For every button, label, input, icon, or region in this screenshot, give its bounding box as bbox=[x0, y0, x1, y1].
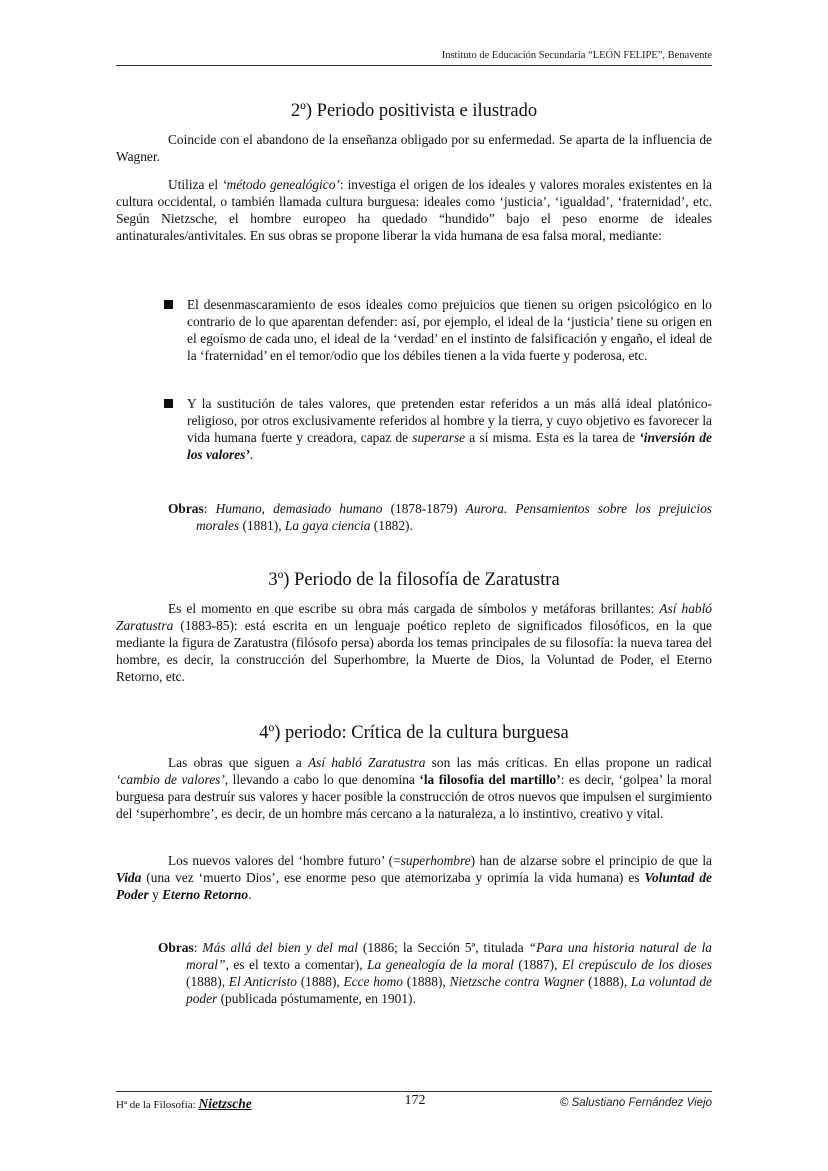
subject-prefix: Hª de la Filosofía: bbox=[116, 1099, 199, 1111]
page-number: 172 bbox=[404, 1093, 426, 1108]
paragraph: Las obras que siguen a Así habló Zaratustra son las más críticas. En ellas propone un radical ‘cambio de valores’, llevando a cabo lo que denomina ‘la filosofía del martillo’: es decir, ‘golpea’ la moral burguesa para destruír sus valores y hacer posible la construcción de otros nuevos que impulsen el surgimiento del ‘superhombre’, es decir, de un hombre más cercano a la naturaleza, a lo instintivo, creativo y vital. bbox=[116, 755, 713, 821]
bullet-item bbox=[164, 296, 712, 364]
bullet-item bbox=[164, 395, 712, 463]
paragraph: Los nuevos valores del ‘hombre futuro’ (=superhombre) han de alzarse sobre el principio de que la Vida (una vez ‘muerto Dios’, ese enorme peso que atemorizaba y oprimía la vida humana) es Voluntad de Poder y Eterno Retorno. bbox=[116, 853, 713, 902]
bullet-text: El desenmascaramiento de esos ideales como prejuicios que tienen su origen psicológico en lo contrario de lo que aparentan defender: así, por ejemplo, el ideal de la ‘justicia’ tiene su origen en el egoísmo de cada uno, el ideal de la ‘verdad’ en el instinto de falsificación y engaño, el ideal de la ‘fraternidad’ en el temor/odio que los débiles tienen a la vida fuerte y poderosa, etc. bbox=[187, 297, 712, 363]
copyright: © Salustiano Fernández Viejo bbox=[559, 1097, 712, 1109]
section-title-3: 3º) Periodo de la filosofía de Zaratustra bbox=[268, 570, 560, 590]
bullet-text: Y la sustitución de tales valores, que pretenden estar referidos a un más allá ideal platónico-religioso, por otros exclusivamente referidos al hombre y la tierra, y cuyo objetivo es favorecer la vida humana fuerte y creadora, capaz de superarse a sí misma. Esta es la tarea de ‘inversión de los valores’. bbox=[187, 396, 712, 462]
square-bullet-icon bbox=[164, 399, 173, 408]
paragraph: Utiliza el ‘método genealógico’: investiga el origen de los ideales y valores morales existentes en la cultura occidental, o también llamada cultura burguesa: ideales como ‘justicia’, ‘igualdad’, ‘fraternidad’, etc. Según Nietzsche, el hombre europeo ha quedado “hundido” bajo el peso enorme de ideales antinaturales/antivitales. En sus obras se propone liberar la vida humana de esa falsa moral, mediante: bbox=[116, 177, 712, 243]
footer-subject bbox=[116, 1096, 252, 1112]
section-title-4: 4º) periodo: Crítica de la cultura burguesa bbox=[259, 723, 569, 743]
paragraph: Es el momento en que escribe su obra más cargada de símbolos y metáforas brillantes: Así habló Zaratustra (1883-85): está escrita en un lenguaje poético repleto de significados filosóficos, en la que mediante la figura de Zaratustra (filósofo persa) aborda los temas principales de su filosofía: la nueva tarea del hombre, es decir, la construcción del Superhombre, la Muerte de Dios, la Voluntad de Poder, el Eterno Retorno, etc. bbox=[116, 601, 712, 684]
page-header bbox=[116, 49, 712, 66]
section-title-2: 2º) Periodo positivista e ilustrado bbox=[290, 101, 538, 121]
square-bullet-icon bbox=[164, 300, 173, 309]
paragraph: Coincide con el abandono de la enseñanza obligado por su enfermedad. Se aparta de la influencia de Wagner. bbox=[116, 132, 712, 164]
footer-divider bbox=[116, 1091, 712, 1092]
subject-author: Nietzsche bbox=[198, 1096, 252, 1111]
works-list: Obras: Más allá del bien y del mal (1886; la Sección 5ª, titulada “Para una historia natural de la moral”, es el texto a comentar), La genealogía de la moral (1887), El crepúsculo de los dioses (1888), El Anticristo (1888), Ecce homo (1888), Nietzsche contra Wagner (1888), La voluntad de poder (publicada póstumamente, en 1901). bbox=[158, 940, 713, 1006]
institution-name: Instituto de Educación Secundaria “LEÓN FELIPE”, Benavente bbox=[441, 50, 712, 61]
works-list: Obras: Humano, demasiado humano (1878-1879) Aurora. Pensamientos sobre los prejuicios morales (1881), La gaya ciencia (1882). bbox=[168, 501, 712, 533]
